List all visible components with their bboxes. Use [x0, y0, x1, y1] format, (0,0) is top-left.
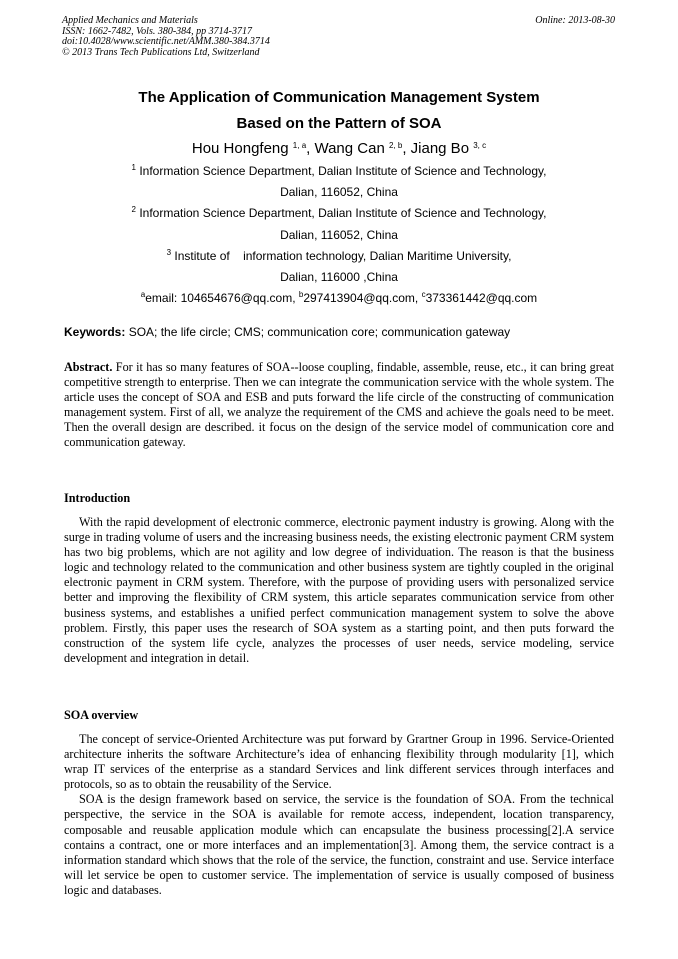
keywords-label: Keywords:: [64, 325, 126, 339]
email-a-marker: a: [140, 290, 146, 299]
email-c-marker: c: [421, 290, 426, 299]
paper-title-line-1: The Application of Communication Management System: [138, 89, 540, 106]
abstract-text: For it has so many features of SOA--loose coupling, findable, assemble, reuse, etc., it can bring great competitive strength to enterprise. Then we can integrate the communication service with the whole system. The article uses the concept of SOA and ESB and puts forward the life circle of the constructing of communication management system. First of all, we analyze the requirement of the CMS and achieve the goals need to be meet. Then the overall design are described. it focus on the design of the service model of communication core and communication gateway.: [64, 360, 614, 450]
soa-overview-paragraph-2: SOA is the design framework based on service, the service is the foundation of SOA. From the technical perspective, the service in the SOA is available for remote access, independent, location transparency, composable and reusable application module which can encapsulate the business processing[2].A service contains a contract, one or more interfaces and an implementation[3]. Among them, the service contract is a information standard which shows that the role of the service, the function, constraint and use. Service interface will let service be open to customer service. The implementation of service is usually composed of business logic and databases.: [64, 792, 614, 897]
online-date: Online: 2013-08-30: [535, 15, 615, 26]
introduction-heading: Introduction: [64, 491, 131, 505]
email-a: email: 104654676@qq.com,: [145, 291, 299, 305]
affiliation-3-line-2: Dalian, 116000 ,China: [280, 270, 398, 284]
introduction-body: [64, 515, 614, 666]
author-1: Hou Hongfeng: [191, 140, 289, 157]
soa-overview-paragraph-1: The concept of service-Oriented Architecture was put forward by Grartner Group in 1996. Service-Oriented architecture inherits the software Architecture’s idea of enhancing flexibility through modularity [1], which wrap IT services of the enterprise as a standard Services and link different services through interfaces and protocols, so as to obtain the reusability of the Service.: [64, 732, 614, 792]
journal-header: [62, 16, 270, 58]
author-2-marker: 2, b: [388, 141, 403, 150]
journal-doi: doi:10.4028/www.scientific.net/AMM.380-384.3714: [62, 36, 270, 47]
affiliation-1-line-1: [0, 164, 678, 178]
affiliation-1-line-2: Dalian, 116052, China: [280, 185, 398, 199]
email-line: [0, 291, 678, 305]
affiliation-3-line-1: [0, 249, 678, 263]
journal-copyright: © 2013 Trans Tech Publications Ltd, Switzerland: [62, 46, 260, 58]
soa-overview-body: [64, 732, 614, 898]
affiliation-1-text: Information Science Department, Dalian Institute of Science and Technology,: [139, 164, 547, 178]
journal-name: Applied Mechanics and Materials: [62, 15, 198, 26]
affiliation-3-marker: 3: [166, 248, 172, 257]
email-c: 373361442@qq.com: [425, 291, 538, 305]
author-2: Wang Can: [314, 140, 385, 157]
author-list: Hou Hongfeng $^{1, a}$, Wang Can $^{2, b}$, Jiang Bo $^{3, c}$: [191, 140, 487, 157]
paper-title-line-2: Based on the Pattern of SOA: [236, 115, 442, 132]
email-b: 297413904@qq.com,: [303, 291, 422, 305]
affiliation-2-marker: 2: [131, 205, 136, 214]
affiliation-2-line-2: Dalian, 116052, China: [280, 228, 398, 242]
affiliation-1-marker: 1: [131, 163, 136, 172]
author-1-marker: 1, a: [292, 141, 307, 150]
abstract-label: Abstract.: [64, 360, 113, 374]
introduction-paragraph-1: With the rapid development of electronic commerce, electronic payment industry is growing. Along with the surge in trading volume of users and the increasing business needs, the existing electronic payment CRM system has two big problems, which are not agility and low degree of individuation. The reason is that the business logic and technology related to the communication and other business system are tightly coupled in the original electronic payment in CRM system. Therefore, with the purpose of providing users with personalized service better and improving the flexibility of CRM system, this article separates communication service from other business systems, and establishes a unified perfect communication management system to solve the above problem. Firstly, this paper uses the research of SOA system as a starting point, and then puts forward the construction of the system life cycle, analyzes the processes of user needs, service modeling, service development and integration in detail.: [64, 515, 614, 665]
author-3-marker: 3, c: [473, 141, 487, 150]
email-b-marker: b: [298, 290, 304, 299]
keywords-text: SOA; the life circle; CMS; communication core; communication gateway: [125, 325, 511, 339]
affiliation-3-text: Institute of information technology, Dalian Maritime University,: [174, 249, 512, 263]
keywords: [64, 325, 510, 339]
affiliation-2-text: Information Science Department, Dalian Institute of Science and Technology,: [139, 206, 547, 220]
soa-overview-heading: SOA overview: [64, 708, 139, 722]
author-3: Jiang Bo: [410, 140, 470, 157]
journal-issn: ISSN: 1662-7482, Vols. 380-384, pp 3714-3717: [62, 25, 252, 37]
affiliation-2-line-1: [0, 206, 678, 220]
abstract: [64, 360, 614, 451]
